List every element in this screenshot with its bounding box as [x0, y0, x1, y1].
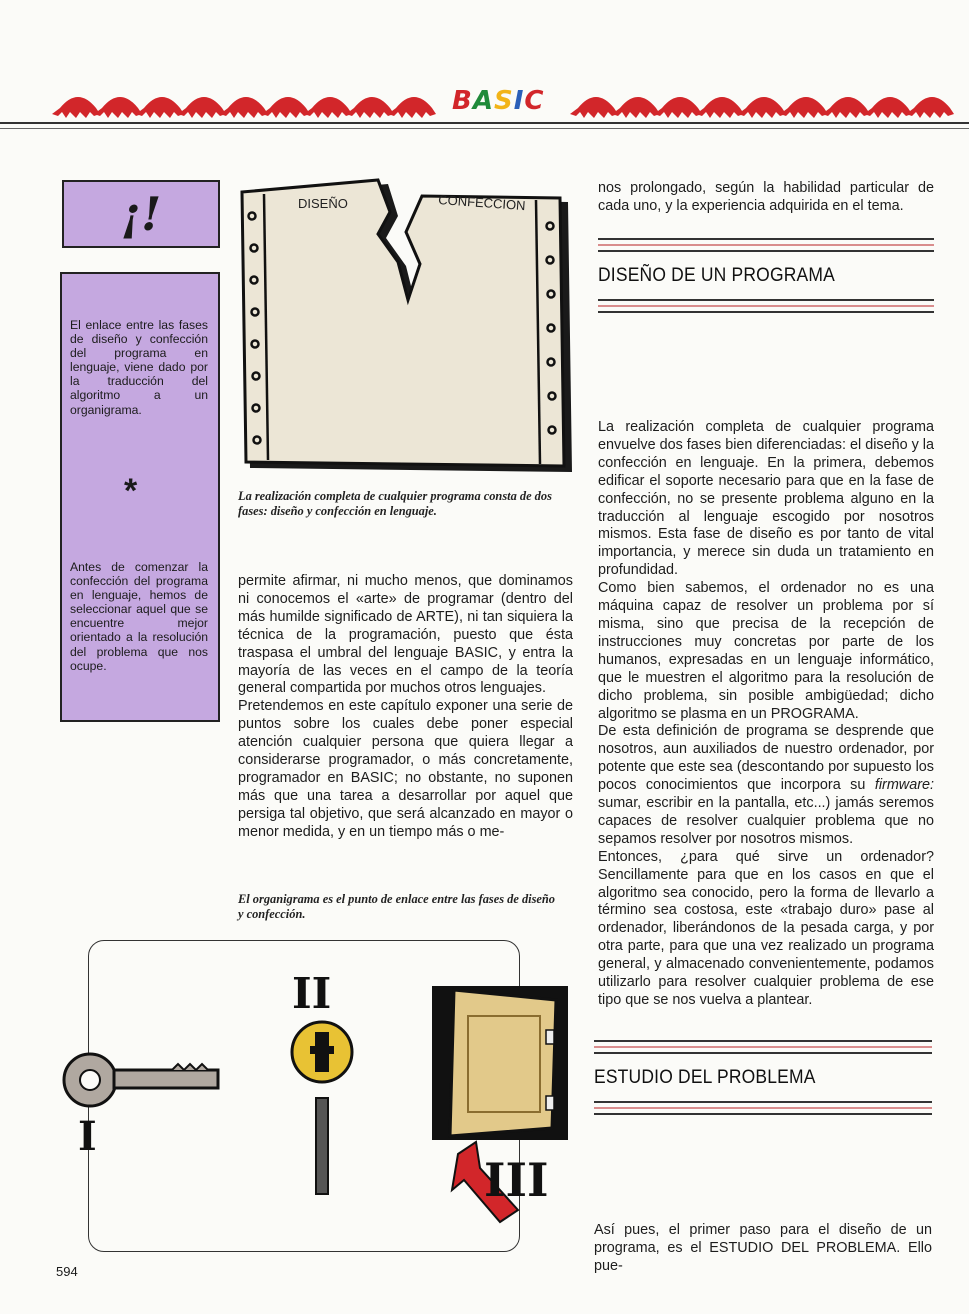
- torn-paper-illustration-icon: [238, 176, 578, 476]
- section2-rule-top-2: [594, 1052, 932, 1054]
- section1-rule-bottom-red: [598, 305, 934, 307]
- section1-rule-top: [598, 238, 934, 240]
- logo-letter: S: [493, 86, 514, 116]
- header-rule: [0, 122, 969, 124]
- section1-paragraph-3: De esta definición de programa se desprende que nosotros, aun auxiliados de nuestro ordenador, por potente que este sea (descontando por supuesto los pocos conocimientos que incorpora su firmware: sumar, escribir en la pantalla, etc...) jamás seremos capaces de resolver cualquier problema que no sepamos resolver por nosotros mismos.: [598, 723, 934, 847]
- label-diseno: DISEÑO: [298, 196, 348, 211]
- middle-paragraph-2: Pretendemos en este capítulo exponer una serie de puntos sobre los cuales debe poner especial atención cualquier persona que quiera llegar a considerarse programador, o más concretamente, programador en BASIC; no obstante, no suponen más que una tarea a desarrollar por aquel que persiga tal objetivo, que será alcanzado en mayor o menor medida, y en un tiempo más o me-: [238, 698, 573, 840]
- section1-rule-top-red: [598, 244, 934, 246]
- sidebar-note-1: El enlace entre las fases de diseño y confección del programa en lenguaje, viene dado por la traducción del algoritmo a un organigrama.: [70, 318, 208, 417]
- section2-rule-top-red: [594, 1046, 932, 1048]
- section1-title: DISEÑO DE UN PROGRAMA: [598, 265, 835, 286]
- section1-rule-bottom-2: [598, 311, 934, 313]
- invader-icon: [220, 97, 268, 118]
- section2-title: ESTUDIO DEL PROBLEMA: [594, 1067, 816, 1088]
- key-lock-door-illustration-icon: [60, 960, 580, 1260]
- label-roman-two: II: [292, 969, 332, 1018]
- invader-icon: [570, 97, 618, 118]
- logo-letter: B: [452, 86, 473, 116]
- middle-paragraph-1: permite afirmar, ni mucho menos, que dominamos ni conocemos el «arte» de programar (dentro del más humilde significado de ARTE), ni tan siquiera la técnica de la programación, puesto que ésta traspasa el umbral del lenguaje BASIC, y entra la mayoría de las veces en el campo de la teoría general compartida por muchos otros lenguajes.: [238, 573, 573, 697]
- section2-paragraph-1: Así pues, el primer paso para el diseño de un programa, es el ESTUDIO DEL PROBLEMA. Ello pue-: [594, 1222, 932, 1274]
- invader-icon: [388, 97, 436, 118]
- invader-icon: [780, 97, 828, 118]
- sidebar-note-2: Antes de comenzar la confección del programa en lenguaje, hemos de seleccionar aquel que se encuentre mejor orientado a la resolución del problema que nos ocupe.: [70, 560, 208, 673]
- label-roman-three: III: [484, 1153, 549, 1207]
- invader-icon: [304, 97, 352, 118]
- right-intro: nos prolongado, según la habilidad particular de cada uno, y la experiencia adquirida en el tema.: [598, 180, 934, 214]
- logo-letter: A: [472, 86, 494, 116]
- invader-icon: [94, 97, 142, 118]
- figure2-caption: El organigrama es el punto de enlace entre las fases de diseño y confección.: [238, 892, 555, 921]
- middle-column: [238, 573, 573, 842]
- invader-icon: [52, 97, 100, 118]
- figure1-caption: La realización completa de cualquier programa consta de dos fases: diseño y confección en lenguaje.: [238, 489, 552, 518]
- invader-icon: [654, 97, 702, 118]
- sidebar-separator: *: [124, 472, 138, 510]
- section1-rule-bottom: [598, 299, 934, 301]
- key-icon: [64, 1054, 218, 1106]
- logo-letter: C: [524, 86, 545, 116]
- invader-icon: [136, 97, 184, 118]
- logo-letter: I: [513, 86, 525, 116]
- section1-paragraph-4: Entonces, ¿para qué sirve un ordenador? Sencillamente para que en los casos en que el algoritmo sea conocido, pero la forma de llevarlo a término sea costosa, este «trabajo duro» pase al ordenador, liberándonos de la pesada carga, y por otra parte, para que una vez realizado un programa general, y almacenado convenientemente, podamos utilizarlo para resolver cualquier problema de ese tipo que se nos vuelva a plantear.: [598, 848, 934, 1008]
- section2-rule-top: [594, 1040, 932, 1042]
- header-rule-thin: [0, 128, 969, 129]
- invader-icon: [864, 97, 912, 118]
- basic-logo: [452, 86, 544, 116]
- invader-icon: [738, 97, 786, 118]
- section2-rule-bottom-2: [594, 1113, 932, 1115]
- section2-rule-bottom: [594, 1101, 932, 1103]
- section1-paragraph-1: La realización completa de cualquier programa envuelve dos fases bien diferenciadas: el diseño y la confección en lenguaje. En la primera, debemos edificar el soporte necesario para que en la fase de confección, no se presente problema alguno en la traducción al lenguaje escogido por nosotros mismos. Esta fase de diseño es por tanto de vital importancia, y merece sin duda un tratamiento en profundidad.: [598, 419, 934, 579]
- section1-rule-top-2: [598, 250, 934, 252]
- invader-icon: [346, 97, 394, 118]
- sidebar-title: ¡!: [62, 180, 220, 248]
- invader-icon: [178, 97, 226, 118]
- label-confeccion: CONFECCION: [437, 192, 527, 214]
- invader-icon: [696, 97, 744, 118]
- right-column-body: [598, 419, 934, 1010]
- invader-icon: [822, 97, 870, 118]
- invader-icon: [612, 97, 660, 118]
- invader-icon: [262, 97, 310, 118]
- firmware-term: firmware:: [874, 777, 934, 794]
- page-number: 594: [56, 1264, 78, 1279]
- section2-rule-bottom-red: [594, 1107, 932, 1109]
- label-roman-one: I: [78, 1113, 97, 1160]
- section1-paragraph-2: Como bien sabemos, el ordenador no es una máquina capaz de resolver un problema por sí misma, sino que precisa de la recepción de instrucciones muy concretas por parte de los humanos, expresadas en un lenguaje informático, que le muestren el algoritmo para la resolución de dicho problema, sin posible ambigüedad; dicho algoritmo se plasma en un PROGRAMA.: [598, 580, 934, 722]
- invader-icon: [906, 97, 954, 118]
